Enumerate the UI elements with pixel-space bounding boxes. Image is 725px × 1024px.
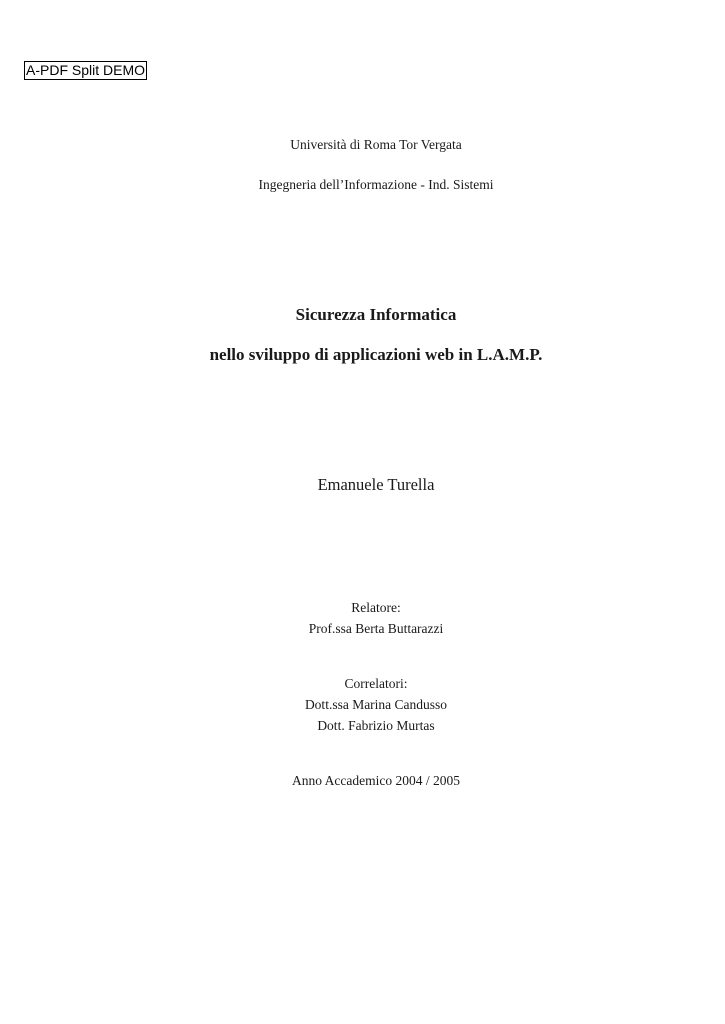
thesis-title: Sicurezza Informatica [295,305,457,324]
correlatori-label: Correlatori: [344,676,408,691]
relatore-label: Relatore: [351,600,401,615]
faculty-name: Ingegneria dell’Informazione - Ind. Sistemi [258,177,494,192]
university-name: Università di Roma Tor Vergata [290,137,462,152]
relatore-name: Prof.ssa Berta Buttarazzi [308,621,444,636]
correlatore-name-2: Dott. Fabrizio Murtas [317,718,435,733]
academic-year: Anno Accademico 2004 / 2005 [292,773,460,788]
author-name: Emanuele Turella [317,475,435,494]
correlatore-name-1: Dott.ssa Marina Candusso [304,697,448,712]
thesis-subtitle: nello sviluppo di applicazioni web in L.A.M.P. [209,345,543,364]
watermark-label: A-PDF Split DEMO [26,62,146,78]
